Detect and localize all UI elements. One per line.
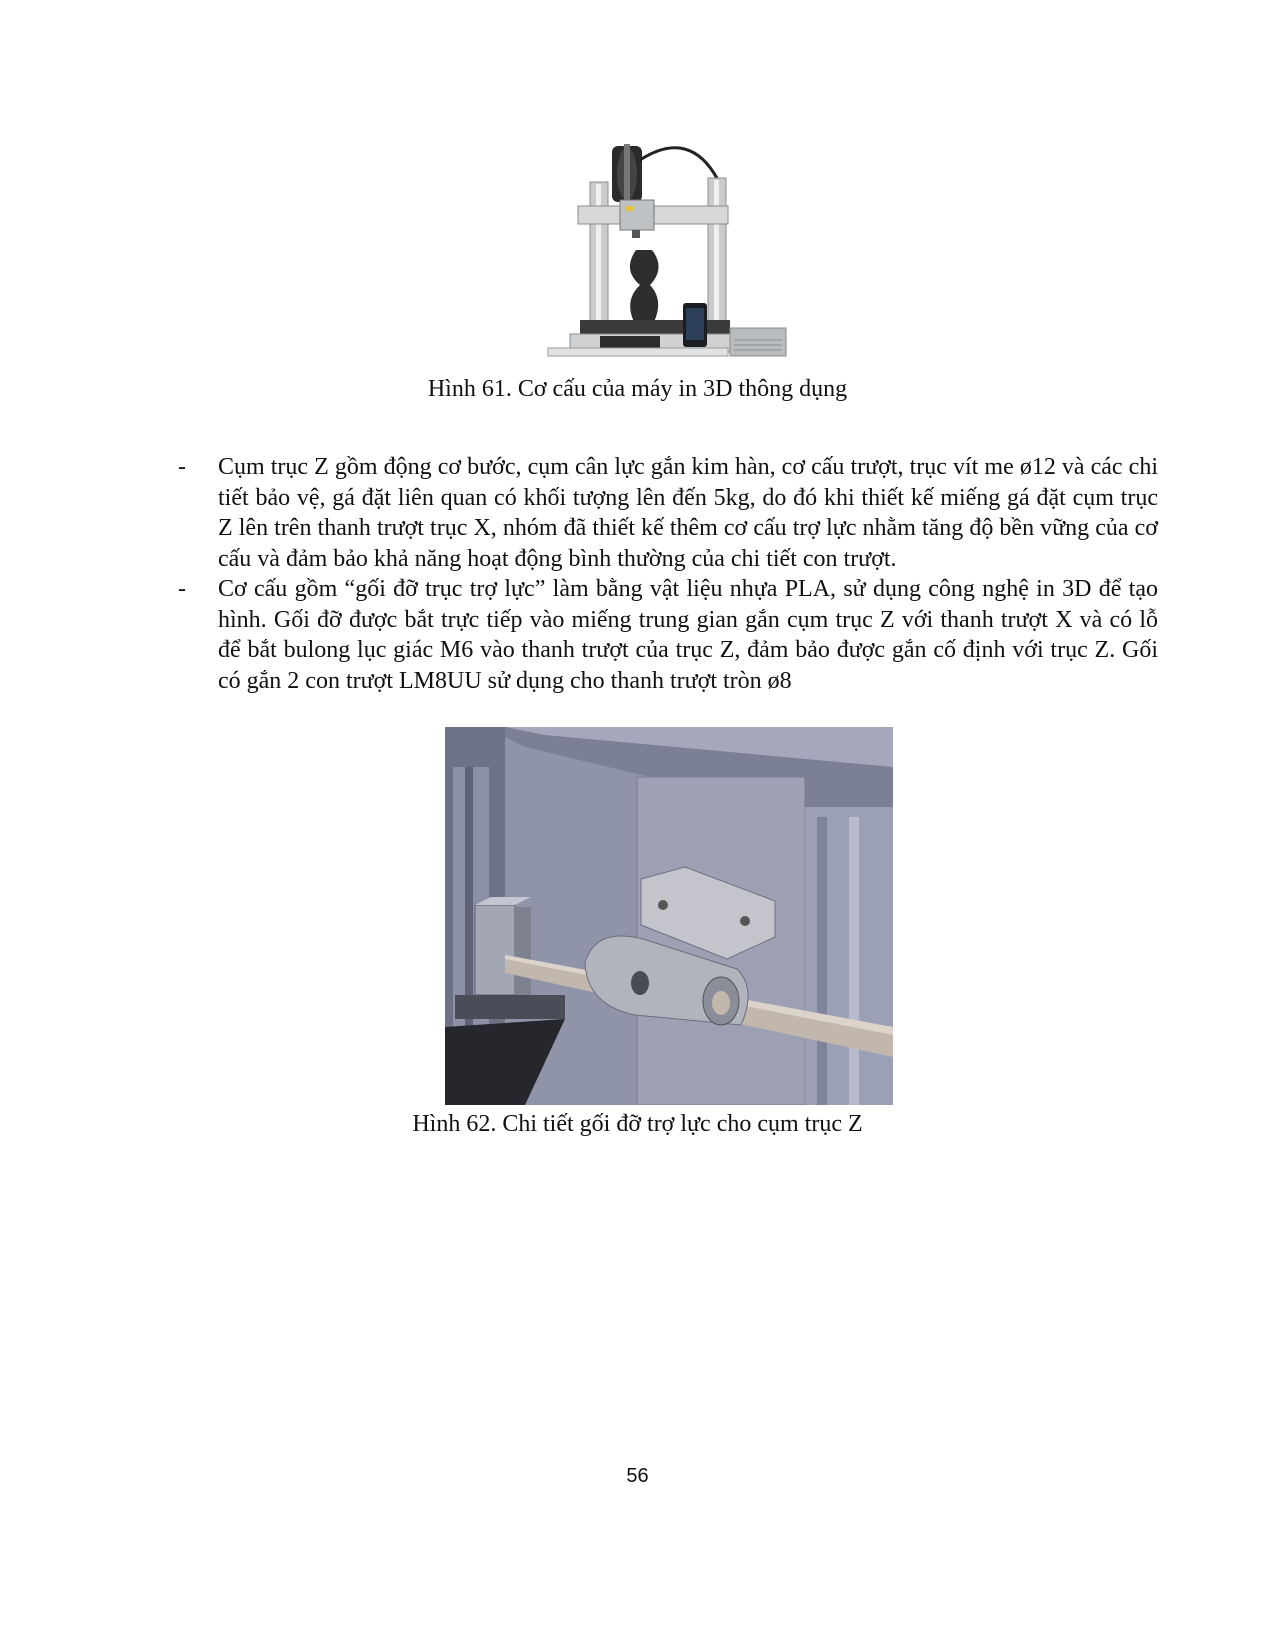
bullet-text: Cơ cấu gồm “gối đỡ trục trợ lực” làm bằng vật liệu nhựa PLA, sử dụng công nghệ in 3D để tạo hình. Gối đỡ được bắt trực tiếp vào miếng trung gian gắn cụm trục Z với thanh trượt X và có lỗ để bắt bulong lục giác M6 vào thanh trượt của trục Z, đảm bảo được gắn cố định với trục Z. Gối có gắn 2 con trượt LM8UU sử dụng cho thanh trượt tròn ø8 [218,576,1158,694]
bullet-item [178,452,1158,574]
figure-61-3d-printer-image [540,140,790,365]
bullet-item [178,574,1158,696]
bullet-marker: - [178,576,186,602]
figure-62-caption: Hình 62. Chi tiết gối đỡ trợ lực cho cụm trục Z [412,1111,863,1137]
bullet-marker: - [178,454,186,480]
page-number: 56 [626,1465,649,1487]
figure-62-bearing-support-render [445,727,893,1105]
bullet-text: Cụm trục Z gồm động cơ bước, cụm cân lực gắn kim hàn, cơ cấu trượt, trục vít me ø12 và các chi tiết bảo vệ, gá đặt liên quan có khối tượng lên đến 5kg, do đó khi thiết kế miếng gá đặt cụm trục Z lên trên thanh trượt trục X, nhóm đã thiết kế thêm cơ cấu trợ lực nhằm tăng độ bền vững của cơ cấu và đảm bảo khả năng hoạt động bình thường của chi tiết con trượt. [218,454,1158,572]
bullet-list [178,452,1158,696]
figure-61-caption: Hình 61. Cơ cấu của máy in 3D thông dụng [427,376,848,402]
